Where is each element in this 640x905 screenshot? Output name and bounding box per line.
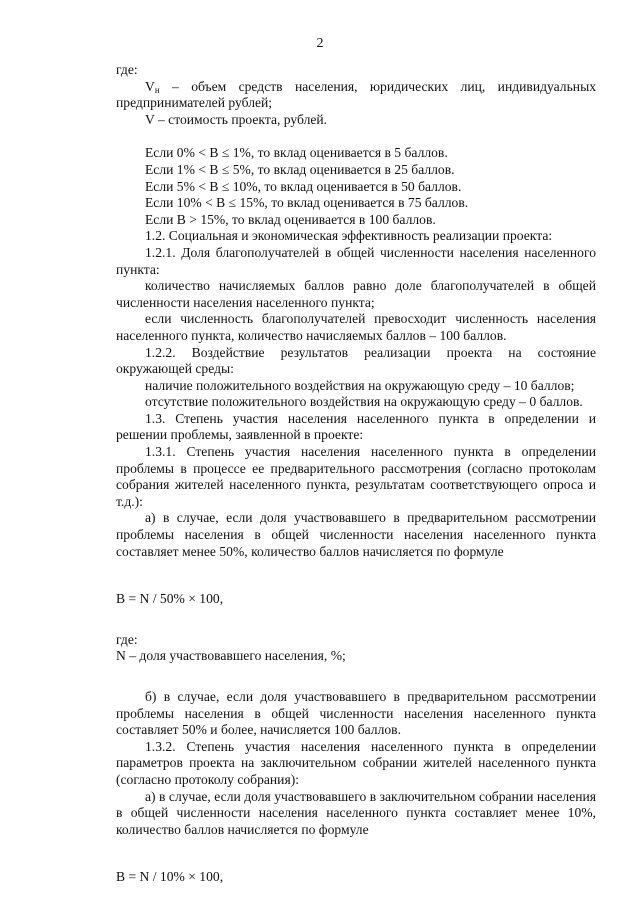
section-1-3-1: 1.3.1. Степень участия населения населенного пункта в определении проблемы в процессе ее предварительного рассмотрения (согласно протоколам собрания жителей населенного пункта, результатам соответствующего опроса и т.д.):	[116, 444, 596, 509]
section-1-2-1-a: количество начисляемых баллов равно доле благополучателей в общей численности населения населенного пункта;	[116, 278, 596, 310]
rule-3: Если 5% < B ≤ 10%, то вклад оценивается в 50 баллов.	[145, 178, 462, 194]
formula-1: B = N / 50% × 100,	[116, 591, 224, 607]
vn-text: – объем средств населения, юридических лиц, индивидуальных предпринимателей рублей;	[116, 78, 596, 111]
vn-definition	[116, 79, 596, 112]
section-1-2-1-b: если численность благополучателей превосходит численность населения населенного пункта, количество начисляемых баллов – 100 баллов.	[116, 311, 596, 343]
section-1-3-1-b: б) в случае, если доля участвовавшего в предварительном рассмотрении проблемы населения в общей численности населения населенного пункта составляет 50% и более, начисляется 100 баллов.	[116, 689, 596, 738]
where-label-2: где:	[116, 631, 138, 647]
section-1-3: 1.3. Степень участия населения населенного пункта в определении и решении проблемы, заявленной в проекте:	[116, 410, 596, 443]
section-1-3-2-a: а) в случае, если доля участвовавшего в заключительном собрании населения в общей численности населения населенного пункта составляет менее 10%, количество баллов начисляется по формуле	[116, 788, 596, 837]
vn-symbol: V	[145, 78, 155, 94]
n-definition: N – доля участвовавшего населения, %;	[116, 648, 346, 664]
section-1-2-2-a: наличие положительного воздействия на окружающую среду – 10 баллов;	[145, 377, 575, 393]
section-1-2-1: 1.2.1. Доля благополучателей в общей численности населения населенного пункта:	[116, 244, 596, 277]
page-number: 2	[316, 36, 324, 51]
formula-2: B = N / 10% × 100,	[116, 869, 224, 885]
rule-4: Если 10% < B ≤ 15%, то вклад оценивается в 75 баллов.	[145, 195, 469, 211]
section-1-2-2-b: отсутствие положительного воздействия на окружающую среду – 0 баллов.	[145, 394, 583, 410]
rule-5: Если B > 15%, то вклад оценивается в 100 баллов.	[145, 211, 436, 227]
section-1-2-2: 1.2.2. Воздействие результатов реализации проекта на состояние окружающей среды:	[116, 344, 596, 377]
vn-subscript: н	[154, 84, 160, 95]
section-1-3-2: 1.3.2. Степень участия населения населенного пункта в определении параметров проекта на заключительном собрании жителей населенного пункта (согласно протоколу собрания):	[116, 738, 596, 787]
section-1-2: 1.2. Социальная и экономическая эффективность реализации проекта:	[145, 228, 553, 244]
rule-1: Если 0% < B ≤ 1%, то вклад оценивается в 5 баллов.	[145, 145, 448, 161]
document-body	[116, 62, 596, 886]
v-definition: V – стоимость проекта, рублей.	[145, 111, 328, 127]
where-label: где:	[116, 62, 138, 77]
section-1-3-1-a: а) в случае, если доля участвовавшего в предварительном рассмотрении проблемы населения в общей численности населения населенного пункта составляет менее 50%, количество баллов начисляется по формуле	[116, 510, 596, 559]
rule-2: Если 1% < B ≤ 5%, то вклад оценивается в 25 баллов.	[145, 161, 455, 177]
